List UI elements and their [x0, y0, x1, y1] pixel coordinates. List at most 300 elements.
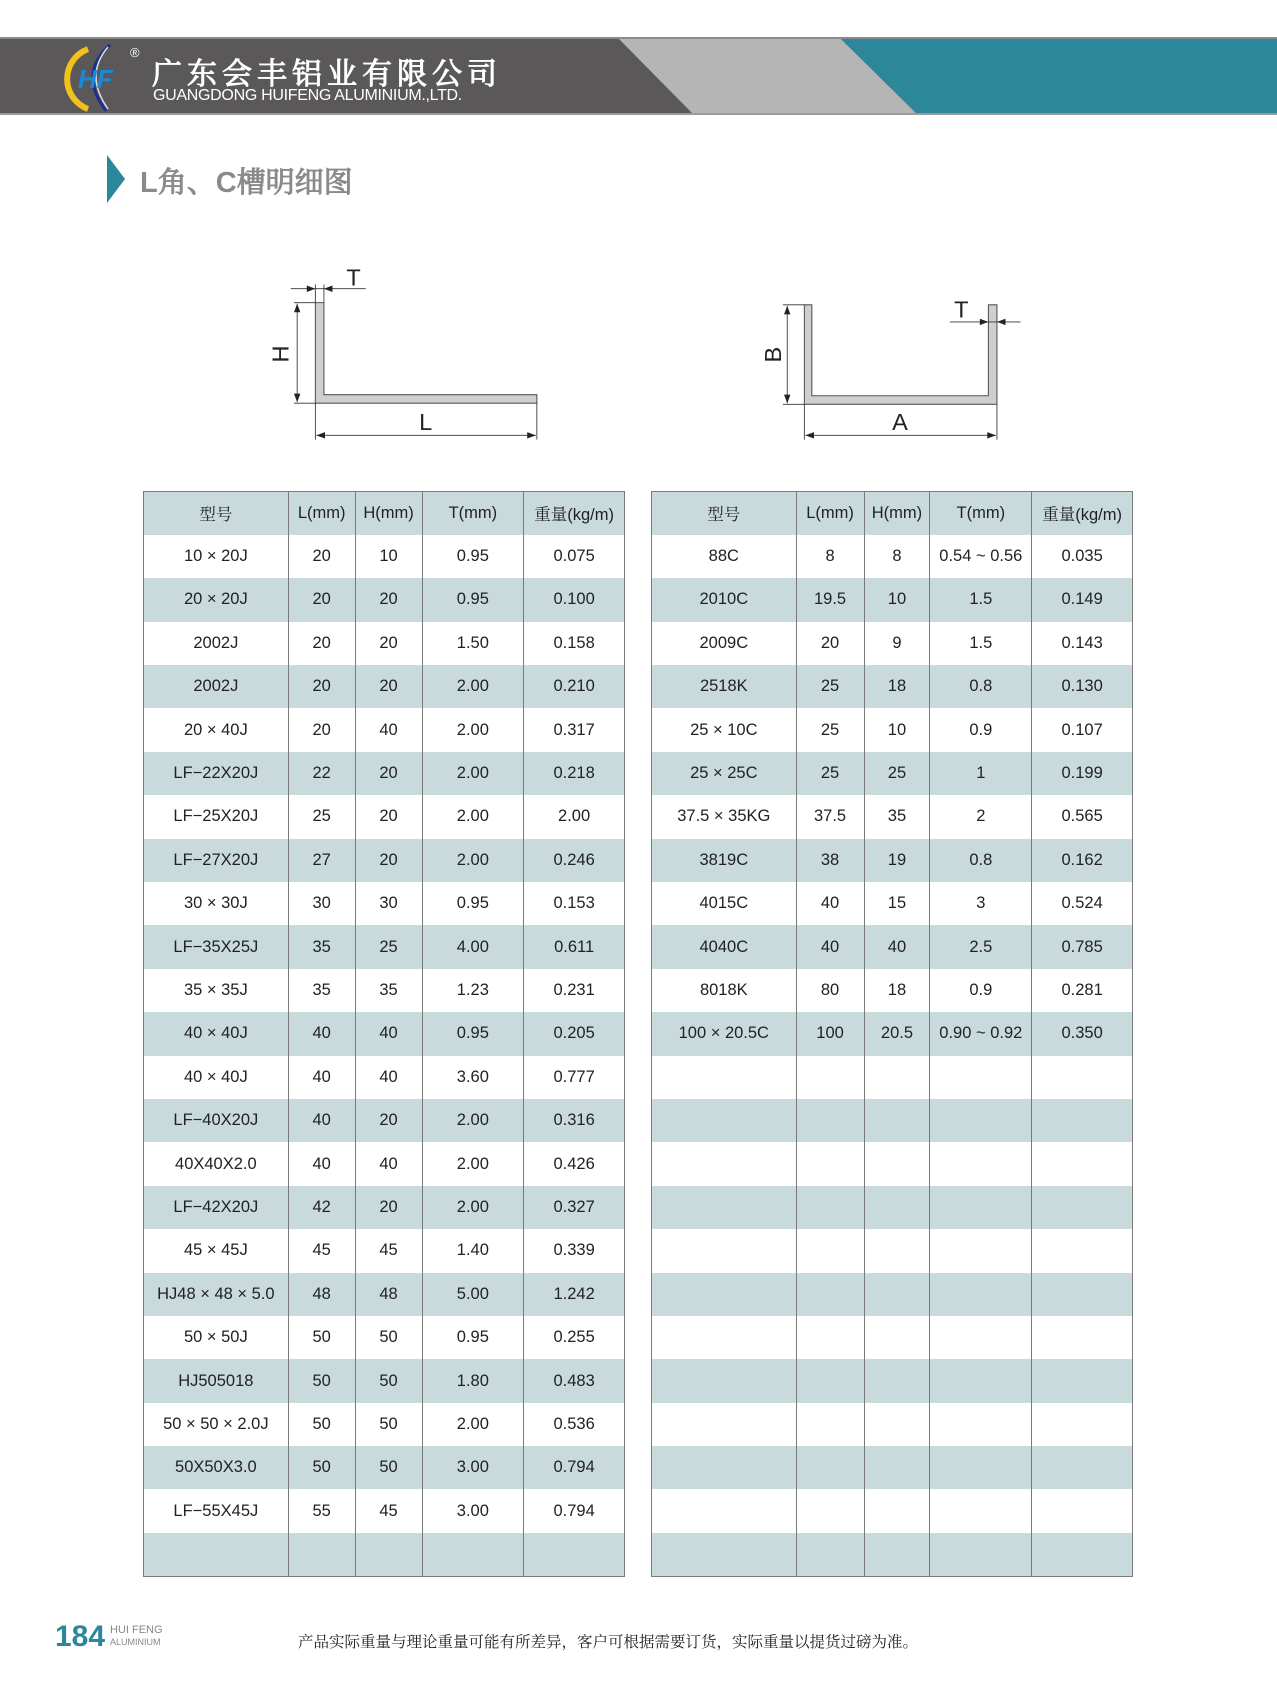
table-cell: 0.246: [524, 839, 625, 882]
table-cell: 50: [355, 1403, 422, 1446]
table-cell: 25: [355, 925, 422, 968]
table-cell: [864, 1359, 930, 1402]
table-cell: [864, 1316, 930, 1359]
table-cell: 2002J: [144, 622, 289, 665]
table-row: [144, 925, 625, 968]
table-cell: 15: [864, 882, 930, 925]
table-cell: 20: [355, 578, 422, 621]
table-cell: 0.316: [524, 1099, 625, 1142]
table-cell: 2.00: [524, 795, 625, 838]
table-cell: 50: [355, 1359, 422, 1402]
table-cell: 1.80: [422, 1359, 524, 1402]
table-row: [144, 1403, 625, 1446]
table-cell: [930, 1359, 1032, 1402]
table-cell: 1.5: [930, 578, 1032, 621]
table-cell: LF−55X45J: [144, 1489, 289, 1532]
table-cell: 40: [355, 708, 422, 751]
table-cell: 55: [288, 1489, 355, 1532]
table-cell: 4040C: [652, 925, 797, 968]
table-row: [144, 1099, 625, 1142]
column-header: T(mm): [422, 492, 524, 535]
table-cell: [1032, 1273, 1133, 1316]
table-cell: [1032, 1142, 1133, 1185]
table-cell: 5.00: [422, 1273, 524, 1316]
table-cell: 0.158: [524, 622, 625, 665]
table-cell: [1032, 1359, 1133, 1402]
table-cell: 1.23: [422, 969, 524, 1012]
table-cell: 0.565: [1032, 795, 1133, 838]
table-cell: 0.100: [524, 578, 625, 621]
table-cell: 1.242: [524, 1273, 625, 1316]
table-cell: 40: [288, 1142, 355, 1185]
footer-brand-line1: HUI FENG: [110, 1624, 163, 1636]
table-cell: 25 × 10C: [652, 708, 797, 751]
table-cell: 30: [288, 882, 355, 925]
l-dimension-h: H: [267, 345, 294, 363]
table-cell: 0.199: [1032, 752, 1133, 795]
table-cell: [930, 1403, 1032, 1446]
table-row: [652, 1056, 1133, 1099]
c-dimension-b: B: [759, 346, 786, 363]
table-cell: [288, 1533, 355, 1576]
table-cell: [652, 1186, 797, 1229]
table-row: [144, 1273, 625, 1316]
table-cell: 0.95: [422, 1012, 524, 1055]
table-row: [652, 622, 1133, 665]
table-cell: 20: [288, 708, 355, 751]
table-row: [144, 969, 625, 1012]
table-cell: 2.00: [422, 708, 524, 751]
table-row: [144, 795, 625, 838]
table-cell: 0.777: [524, 1056, 625, 1099]
table-cell: [796, 1446, 864, 1489]
table-row: [144, 622, 625, 665]
table-cell: 0.8: [930, 839, 1032, 882]
table-cell: 3.00: [422, 1489, 524, 1532]
page-number: 184: [55, 1620, 106, 1653]
table-row: [652, 839, 1133, 882]
table-cell: 10: [864, 708, 930, 751]
table-cell: [864, 1489, 930, 1532]
table-cell: 20.5: [864, 1012, 930, 1055]
company-name-cn: 广东会丰铝业有限公司: [152, 58, 502, 91]
table-cell: 45: [355, 1229, 422, 1272]
table-cell: [930, 1446, 1032, 1489]
table-cell: 88C: [652, 535, 797, 578]
table-row: [144, 839, 625, 882]
table-cell: LF−27X20J: [144, 839, 289, 882]
table-cell: 40: [796, 925, 864, 968]
table-cell: 18: [864, 665, 930, 708]
table-cell: 48: [288, 1273, 355, 1316]
table-cell: 8: [864, 535, 930, 578]
table-row: [652, 1533, 1133, 1576]
table-cell: 0.95: [422, 1316, 524, 1359]
table-cell: LF−25X20J: [144, 795, 289, 838]
table-cell: 50: [288, 1446, 355, 1489]
table-cell: 3: [930, 882, 1032, 925]
table-cell: 0.107: [1032, 708, 1133, 751]
table-cell: 19.5: [796, 578, 864, 621]
table-cell: 30: [355, 882, 422, 925]
table-cell: 20: [288, 665, 355, 708]
column-header: H(mm): [864, 492, 930, 535]
table-cell: 0.281: [1032, 969, 1133, 1012]
table-cell: [864, 1056, 930, 1099]
table-cell: 4.00: [422, 925, 524, 968]
table-cell: 50 × 50J: [144, 1316, 289, 1359]
table-cell: [652, 1446, 797, 1489]
table-row: [652, 535, 1133, 578]
table-row: [652, 1359, 1133, 1402]
table-cell: 0.9: [930, 708, 1032, 751]
table-cell: 2.00: [422, 839, 524, 882]
table-cell: [652, 1229, 797, 1272]
table-cell: 35: [288, 925, 355, 968]
l-dimension-t: T: [346, 264, 361, 291]
table-cell: 50 × 50 × 2.0J: [144, 1403, 289, 1446]
table-row: [652, 1186, 1133, 1229]
table-row: [144, 1056, 625, 1099]
table-cell: 37.5 × 35KG: [652, 795, 797, 838]
table-cell: 4015C: [652, 882, 797, 925]
table-cell: LF−35X25J: [144, 925, 289, 968]
table-cell: 42: [288, 1186, 355, 1229]
table-cell: 50: [288, 1316, 355, 1359]
table-cell: 0.54 ~ 0.56: [930, 535, 1032, 578]
c-dimension-a: A: [892, 408, 908, 435]
table-cell: 2010C: [652, 578, 797, 621]
table-cell: 0.794: [524, 1446, 625, 1489]
table-row: [652, 882, 1133, 925]
table-cell: 45: [355, 1489, 422, 1532]
table-cell: [864, 1186, 930, 1229]
footer-brand-line2: ALUMINIUM: [110, 1637, 161, 1647]
table-cell: 20: [355, 752, 422, 795]
table-cell: 80: [796, 969, 864, 1012]
table-cell: 100: [796, 1012, 864, 1055]
table-cell: 0.210: [524, 665, 625, 708]
table-cell: 0.143: [1032, 622, 1133, 665]
table-cell: 50X50X3.0: [144, 1446, 289, 1489]
table-cell: 0.153: [524, 882, 625, 925]
column-header: H(mm): [355, 492, 422, 535]
table-cell: LF−42X20J: [144, 1186, 289, 1229]
title-arrow-icon: [107, 155, 125, 203]
table-cell: 0.794: [524, 1489, 625, 1532]
table-cell: 40: [864, 925, 930, 968]
table-cell: 0.90 ~ 0.92: [930, 1012, 1032, 1055]
table-row: [652, 1099, 1133, 1142]
footer-note: 产品实际重量与理论重量可能有所差异，客户可根据需要订货，实际重量以提货过磅为准。: [298, 1634, 919, 1651]
table-row: [652, 752, 1133, 795]
table-cell: 37.5: [796, 795, 864, 838]
table-row: [144, 882, 625, 925]
table-cell: 9: [864, 622, 930, 665]
table-cell: 20: [288, 622, 355, 665]
table-row: [144, 1142, 625, 1185]
table-cell: 8018K: [652, 969, 797, 1012]
table-cell: 35: [864, 795, 930, 838]
table-cell: 100 × 20.5C: [652, 1012, 797, 1055]
table-cell: 19: [864, 839, 930, 882]
column-header: T(mm): [930, 492, 1032, 535]
table-cell: 25: [288, 795, 355, 838]
table-cell: 20: [355, 795, 422, 838]
table-cell: 25 × 25C: [652, 752, 797, 795]
table-cell: [930, 1229, 1032, 1272]
page-title: L角、C槽明细图: [140, 167, 353, 199]
table-cell: 1: [930, 752, 1032, 795]
table-cell: [864, 1229, 930, 1272]
table-cell: 0.426: [524, 1142, 625, 1185]
table-cell: [930, 1186, 1032, 1229]
table-row: [652, 795, 1133, 838]
table-cell: 0.162: [1032, 839, 1133, 882]
table-cell: 0.611: [524, 925, 625, 968]
table-row: [652, 1446, 1133, 1489]
table-cell: [864, 1142, 930, 1185]
table-cell: 10: [864, 578, 930, 621]
table-cell: [355, 1533, 422, 1576]
table-cell: [796, 1403, 864, 1446]
table-row: [652, 1142, 1133, 1185]
table-cell: 0.218: [524, 752, 625, 795]
table-cell: 45: [288, 1229, 355, 1272]
table-cell: 50: [288, 1359, 355, 1402]
table-cell: 48: [355, 1273, 422, 1316]
table-cell: [930, 1316, 1032, 1359]
table-cell: [1032, 1186, 1133, 1229]
table-cell: [652, 1099, 797, 1142]
table-row: [652, 1316, 1133, 1359]
table-cell: 20: [355, 839, 422, 882]
table-cell: 40: [288, 1099, 355, 1142]
table-cell: 2.5: [930, 925, 1032, 968]
table-cell: [1032, 1056, 1133, 1099]
table-cell: 2.00: [422, 1186, 524, 1229]
table-row: [144, 1533, 625, 1576]
table-cell: 1.50: [422, 622, 524, 665]
table-cell: 0.95: [422, 578, 524, 621]
table-cell: 0.785: [1032, 925, 1133, 968]
table-cell: [652, 1533, 797, 1576]
table-row: [652, 1229, 1133, 1272]
table-cell: 40: [288, 1056, 355, 1099]
table-cell: 2.00: [422, 665, 524, 708]
l-dimension-l: L: [419, 408, 433, 435]
table-cell: [796, 1316, 864, 1359]
table-cell: [796, 1186, 864, 1229]
table-cell: [796, 1489, 864, 1532]
table-cell: 20 × 20J: [144, 578, 289, 621]
table-header-row: [144, 492, 625, 535]
table-cell: 18: [864, 969, 930, 1012]
table-cell: [864, 1273, 930, 1316]
table-row: [144, 1012, 625, 1055]
table-cell: [864, 1533, 930, 1576]
table-cell: 45 × 45J: [144, 1229, 289, 1272]
table-cell: 2: [930, 795, 1032, 838]
table-cell: 40 × 40J: [144, 1012, 289, 1055]
l-angle-spec-table: [143, 491, 625, 1577]
table-cell: 2002J: [144, 665, 289, 708]
table-cell: 50: [355, 1446, 422, 1489]
column-header: 重量(kg/m): [1032, 492, 1133, 535]
table-cell: [796, 1273, 864, 1316]
table-cell: 1.40: [422, 1229, 524, 1272]
table-cell: [796, 1359, 864, 1402]
table-row: [144, 535, 625, 578]
table-cell: [652, 1273, 797, 1316]
table-row: [652, 665, 1133, 708]
table-cell: [1032, 1533, 1133, 1576]
table-cell: [930, 1056, 1032, 1099]
table-cell: [652, 1316, 797, 1359]
registered-mark: ®: [130, 45, 140, 60]
table-row: [144, 1186, 625, 1229]
table-cell: 0.035: [1032, 535, 1133, 578]
table-cell: 0.350: [1032, 1012, 1133, 1055]
table-cell: 10 × 20J: [144, 535, 289, 578]
table-cell: 40: [796, 882, 864, 925]
table-cell: 0.536: [524, 1403, 625, 1446]
table-row: [144, 1489, 625, 1532]
table-cell: [1032, 1099, 1133, 1142]
table-cell: 2.00: [422, 752, 524, 795]
table-cell: [930, 1142, 1032, 1185]
table-cell: 2518K: [652, 665, 797, 708]
table-cell: 0.95: [422, 882, 524, 925]
table-cell: [796, 1533, 864, 1576]
table-cell: 3819C: [652, 839, 797, 882]
table-cell: 0.9: [930, 969, 1032, 1012]
table-cell: 20: [355, 622, 422, 665]
c-channel-spec-table: [651, 491, 1133, 1577]
table-cell: 20: [288, 535, 355, 578]
column-header: 型号: [144, 492, 289, 535]
table-cell: 0.231: [524, 969, 625, 1012]
column-header: 重量(kg/m): [524, 492, 625, 535]
table-cell: 38: [796, 839, 864, 882]
table-cell: 40: [355, 1142, 422, 1185]
table-cell: 50: [288, 1403, 355, 1446]
table-cell: 50: [355, 1316, 422, 1359]
table-cell: 0.524: [1032, 882, 1133, 925]
table-cell: 35: [355, 969, 422, 1012]
table-cell: 25: [796, 708, 864, 751]
company-logo: [48, 43, 138, 113]
table-cell: 22: [288, 752, 355, 795]
table-cell: [796, 1142, 864, 1185]
column-header: L(mm): [288, 492, 355, 535]
table-cell: 27: [288, 839, 355, 882]
table-cell: [524, 1533, 625, 1576]
table-cell: [652, 1142, 797, 1185]
table-cell: [652, 1489, 797, 1532]
table-cell: 1.5: [930, 622, 1032, 665]
table-cell: [652, 1359, 797, 1402]
table-row: [652, 708, 1133, 751]
column-header: L(mm): [796, 492, 864, 535]
table-cell: 40: [288, 1012, 355, 1055]
table-cell: 25: [796, 752, 864, 795]
table-row: [144, 1316, 625, 1359]
table-cell: [1032, 1316, 1133, 1359]
table-row: [652, 969, 1133, 1012]
table-cell: 25: [864, 752, 930, 795]
column-header: 型号: [652, 492, 797, 535]
table-cell: 2009C: [652, 622, 797, 665]
table-cell: 35 × 35J: [144, 969, 289, 1012]
table-cell: [1032, 1229, 1133, 1272]
table-cell: 2.00: [422, 1142, 524, 1185]
table-cell: [796, 1056, 864, 1099]
table-cell: 20: [355, 1099, 422, 1142]
table-cell: 3.00: [422, 1446, 524, 1489]
table-row: [144, 578, 625, 621]
l-angle-diagram: [291, 284, 537, 439]
table-row: [144, 708, 625, 751]
table-cell: 2.00: [422, 1099, 524, 1142]
table-cell: 0.317: [524, 708, 625, 751]
table-cell: [930, 1533, 1032, 1576]
footer-brand: [110, 1624, 163, 1648]
table-cell: 0.075: [524, 535, 625, 578]
page-header-banner: [0, 37, 1277, 115]
table-row: [144, 1229, 625, 1272]
table-cell: [144, 1533, 289, 1576]
profile-diagrams: [0, 247, 1277, 461]
table-cell: [422, 1533, 524, 1576]
table-cell: [930, 1489, 1032, 1532]
table-cell: 35: [288, 969, 355, 1012]
table-row: [652, 1489, 1133, 1532]
table-cell: 20: [355, 1186, 422, 1229]
table-cell: 20 × 40J: [144, 708, 289, 751]
table-cell: [652, 1403, 797, 1446]
table-cell: 0.339: [524, 1229, 625, 1272]
table-cell: LF−22X20J: [144, 752, 289, 795]
table-row: [144, 665, 625, 708]
table-cell: [864, 1403, 930, 1446]
table-row: [652, 1273, 1133, 1316]
table-cell: 25: [796, 665, 864, 708]
table-cell: LF−40X20J: [144, 1099, 289, 1142]
table-row: [144, 1446, 625, 1489]
table-cell: [796, 1099, 864, 1142]
table-row: [144, 1359, 625, 1402]
table-cell: 0.327: [524, 1186, 625, 1229]
table-cell: 30 × 30J: [144, 882, 289, 925]
table-row: [652, 1403, 1133, 1446]
table-cell: 0.8: [930, 665, 1032, 708]
c-dimension-t: T: [954, 296, 969, 323]
table-cell: [864, 1446, 930, 1489]
table-cell: [864, 1099, 930, 1142]
table-row: [144, 752, 625, 795]
table-cell: [1032, 1489, 1133, 1532]
table-row: [652, 578, 1133, 621]
company-name-en: GUANGDONG HUIFENG ALUMINIUM.,LTD.: [153, 87, 462, 104]
table-cell: 40X40X2.0: [144, 1142, 289, 1185]
table-cell: [930, 1099, 1032, 1142]
table-cell: [1032, 1446, 1133, 1489]
table-cell: 0.95: [422, 535, 524, 578]
table-cell: [1032, 1403, 1133, 1446]
table-row: [652, 925, 1133, 968]
table-cell: 2.00: [422, 795, 524, 838]
